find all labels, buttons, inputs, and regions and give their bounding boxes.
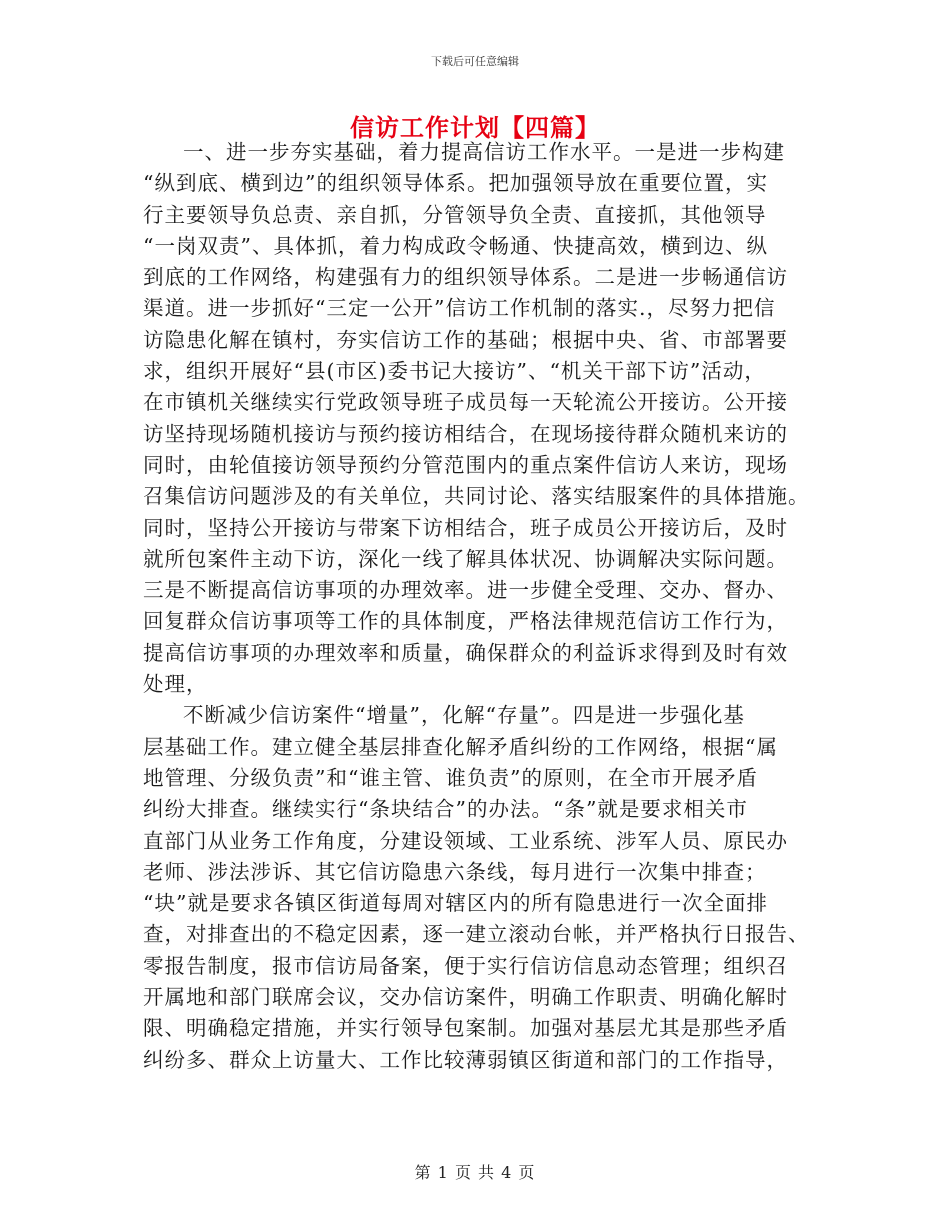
body-line: 访隐患化解在镇村，夯实信访工作的基础；根据中央、省、市部署要	[143, 327, 788, 352]
body-line: 在市镇机关继续实行党政领导班子成员每一天轮流公开接访。公开接	[143, 390, 788, 415]
body-line: 地管理、分级负责”和“谁主管、谁负责”的原则，在全市开展矛盾	[143, 765, 758, 790]
body-line: 一、进一步夯实基础，着力提高信访工作水平。一是进一步构建	[183, 140, 785, 164]
body-line: 直部门从业务工作角度，分建设领域、工业系统、涉军人员、原民办	[143, 828, 788, 853]
body-line: 到底的工作网络，构建强有力的组织领导体系。二是进一步畅通信访	[143, 265, 788, 290]
body-line: 不断减少信访案件“增量”，化解“存量”。四是进一步强化基	[183, 703, 745, 728]
body-line: 就所包案件主动下访，深化一线了解具体状况、协调解决实际问题。	[143, 546, 788, 571]
document-body	[143, 137, 810, 1076]
body-line: 访坚持现场随机接访与预约接访相结合，在现场接待群众随机来访的	[143, 421, 788, 446]
body-line: 老师、涉法涉诉、其它信访隐患六条线，每月进行一次集中排查；	[143, 859, 767, 884]
body-line: 处理，	[143, 672, 208, 697]
body-line: 同时，由轮值接访领导预约分管范围内的重点案件信访人来访，现场	[143, 452, 788, 477]
body-line: 零报告制度，报市信访局备案，便于实行信访信息动态管理；组织召	[143, 953, 788, 978]
header-note: 下载后可任意编辑	[431, 55, 519, 68]
body-line: 限、明确稳定措施，并实行领导包案制。加强对基层尤其是那些矛盾	[143, 1016, 788, 1041]
body-line: 查，对排查出的不稳定因素，逐一建立滚动台帐，并严格执行日报告、	[143, 922, 810, 947]
body-line: 同时，坚持公开接访与带案下访相结合，班子成员公开接访后，及时	[143, 515, 788, 540]
page-footer: 第 1 页 共 4 页	[414, 1163, 536, 1182]
body-line: 纠纷大排查。继续实行“条块结合”的办法。“条”就是要求相关市	[143, 797, 748, 822]
body-line: 三是不断提高信访事项的办理效率。进一步健全受理、交办、督办、	[143, 578, 788, 603]
body-line: 纠纷多、群众上访量大、工作比较薄弱镇区街道和部门的工作指导，	[143, 1047, 788, 1072]
body-line: “块”就是要求各镇区街道每周对辖区内的所有隐患进行一次全面排	[143, 891, 768, 916]
body-line: 求，组织开展好“县(市区)委书记大接访”、“机关干部下访”活动，	[143, 359, 766, 384]
body-line: 渠道。进一步抓好“三定一公开”信访工作机制的落实.，尽努力把信	[143, 296, 776, 321]
body-line: “纵到底、横到边”的组织领导体系。把加强领导放在重要位置，实	[143, 171, 768, 196]
body-line: 召集信访问题涉及的有关单位，共同讨论、落实结服案件的具体措施。	[143, 484, 810, 509]
body-line: 行主要领导负总责、亲自抓，分管领导负全责、直接抓，其他领导	[143, 202, 767, 227]
body-line: “一岗双责”、具体抓，着力构成政令畅通、快捷高效，横到边、纵	[143, 233, 768, 258]
body-line: 层基础工作。建立健全基层排查化解矛盾纠纷的工作网络，根据“属	[143, 734, 778, 759]
body-line: 提高信访事项的办理效率和质量，确保群众的利益诉求得到及时有效	[143, 640, 788, 665]
body-line: 开属地和部门联席会议，交办信访案件，明确工作职责、明确化解时	[143, 985, 788, 1010]
body-line: 回复群众信访事项等工作的具体制度，严格法律规范信访工作行为，	[143, 609, 788, 634]
document-title: 信访工作计划【四篇】	[350, 113, 600, 142]
